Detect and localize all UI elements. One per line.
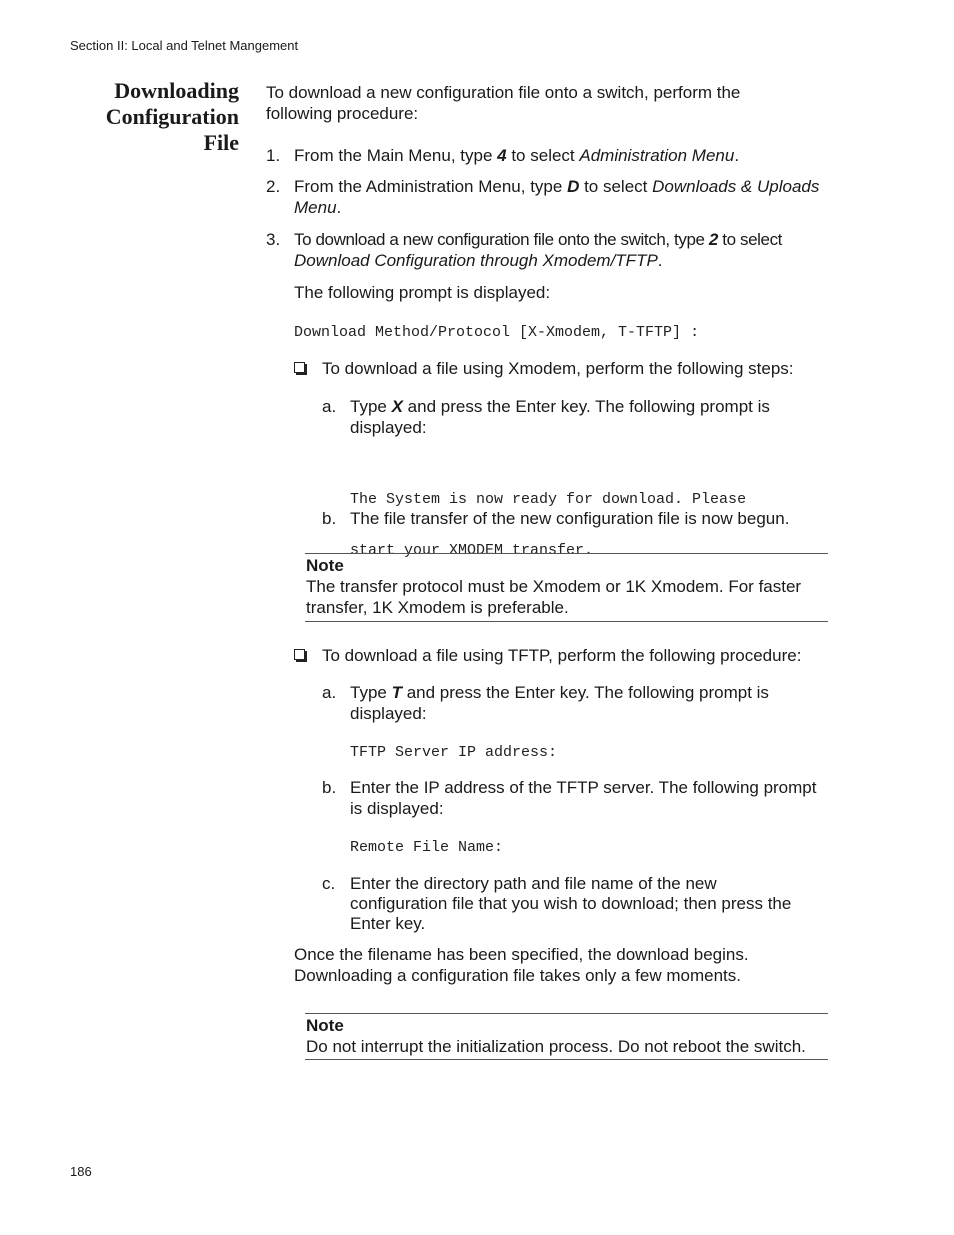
substep-text-cont: Enter key. [350, 914, 426, 933]
checkbox-bullet-icon [294, 649, 305, 660]
note-line-1: The transfer protocol must be Xmodem or 1K Xmodem. For faster [306, 577, 802, 596]
substep-text-cont: is displayed: [350, 799, 444, 818]
prompt-line-2: start your XMODEM transfer. [350, 542, 594, 559]
substep-text-cont: configuration file that you wish to download; then press the [350, 894, 792, 913]
prompt-remote-file: Remote File Name: [350, 839, 504, 856]
note-top-rule [305, 553, 828, 554]
closing-paragraph [294, 944, 749, 986]
step-text: To download a new configuration file onto the switch, type 2 to select [294, 230, 782, 249]
note-label: Note [306, 556, 344, 575]
heading-line-3: File [203, 130, 239, 155]
step-text-cont: Download Configuration through Xmodem/TFTP. [294, 251, 663, 270]
heading-line-1: Downloading [114, 78, 239, 103]
step-text: From the Administration Menu, type D to select Downloads & Uploads [294, 177, 820, 196]
note-2 [306, 1015, 806, 1057]
note-1 [306, 555, 801, 618]
tftp-option: To download a file using TFTP, perform the following procedure: [322, 646, 802, 665]
substep-letter: b. [322, 778, 337, 797]
note-line-2: transfer, 1K Xmodem is preferable. [306, 598, 569, 617]
substep-letter: b. [322, 509, 337, 528]
substep-text: Enter the directory path and file name of the new [350, 874, 717, 893]
note-text: Do not interrupt the initialization process. Do not reboot the switch. [306, 1037, 806, 1056]
prompt-tftp-server: TFTP Server IP address: [350, 744, 558, 761]
note-top-rule [305, 1013, 828, 1014]
section-heading [39, 78, 239, 156]
substep-letter: c. [322, 874, 336, 893]
prompt-intro: The following prompt is displayed: [294, 283, 551, 302]
intro-line-2: following procedure: [266, 104, 419, 123]
xmodem-option: To download a file using Xmodem, perform the following steps: [322, 359, 794, 378]
step-number: 3. [266, 230, 281, 249]
note-bottom-rule [305, 621, 828, 622]
prompt-line-1: The System is now ready for download. Please [350, 491, 747, 508]
step-number: 1. [266, 146, 281, 165]
intro-paragraph [266, 82, 740, 124]
substep-text: Type X and press the Enter key. The following prompt is [350, 397, 770, 416]
intro-line-1: To download a new configuration file onto a switch, perform the [266, 83, 741, 102]
substep-text-cont: displayed: [350, 418, 427, 437]
substep-letter: a. [322, 397, 337, 416]
note-bottom-rule [305, 1059, 828, 1060]
heading-line-2: Configuration [105, 104, 239, 129]
substep-text-cont: displayed: [350, 704, 427, 723]
substep-text: The file transfer of the new configuration file is now begun. [350, 509, 790, 528]
substep-text: Type T and press the Enter key. The following prompt is [350, 683, 769, 702]
note-label: Note [306, 1016, 344, 1035]
step-text-cont: Menu. [294, 198, 342, 217]
checkbox-bullet-icon [294, 362, 305, 373]
closing-line-1: Once the filename has been specified, the download begins. [294, 945, 749, 964]
page-number: 186 [70, 1164, 92, 1179]
step-number: 2. [266, 177, 281, 196]
closing-line-2: Downloading a configuration file takes only a few moments. [294, 966, 741, 985]
substep-text: Enter the IP address of the TFTP server. The following prompt [350, 778, 817, 797]
substep-letter: a. [322, 683, 337, 702]
prompt-download-method: Download Method/Protocol [X-Xmodem, T-TFTP] : [294, 324, 700, 341]
step-text: From the Main Menu, type 4 to select Administration Menu. [294, 146, 740, 165]
running-header: Section II: Local and Telnet Mangement [70, 38, 299, 53]
